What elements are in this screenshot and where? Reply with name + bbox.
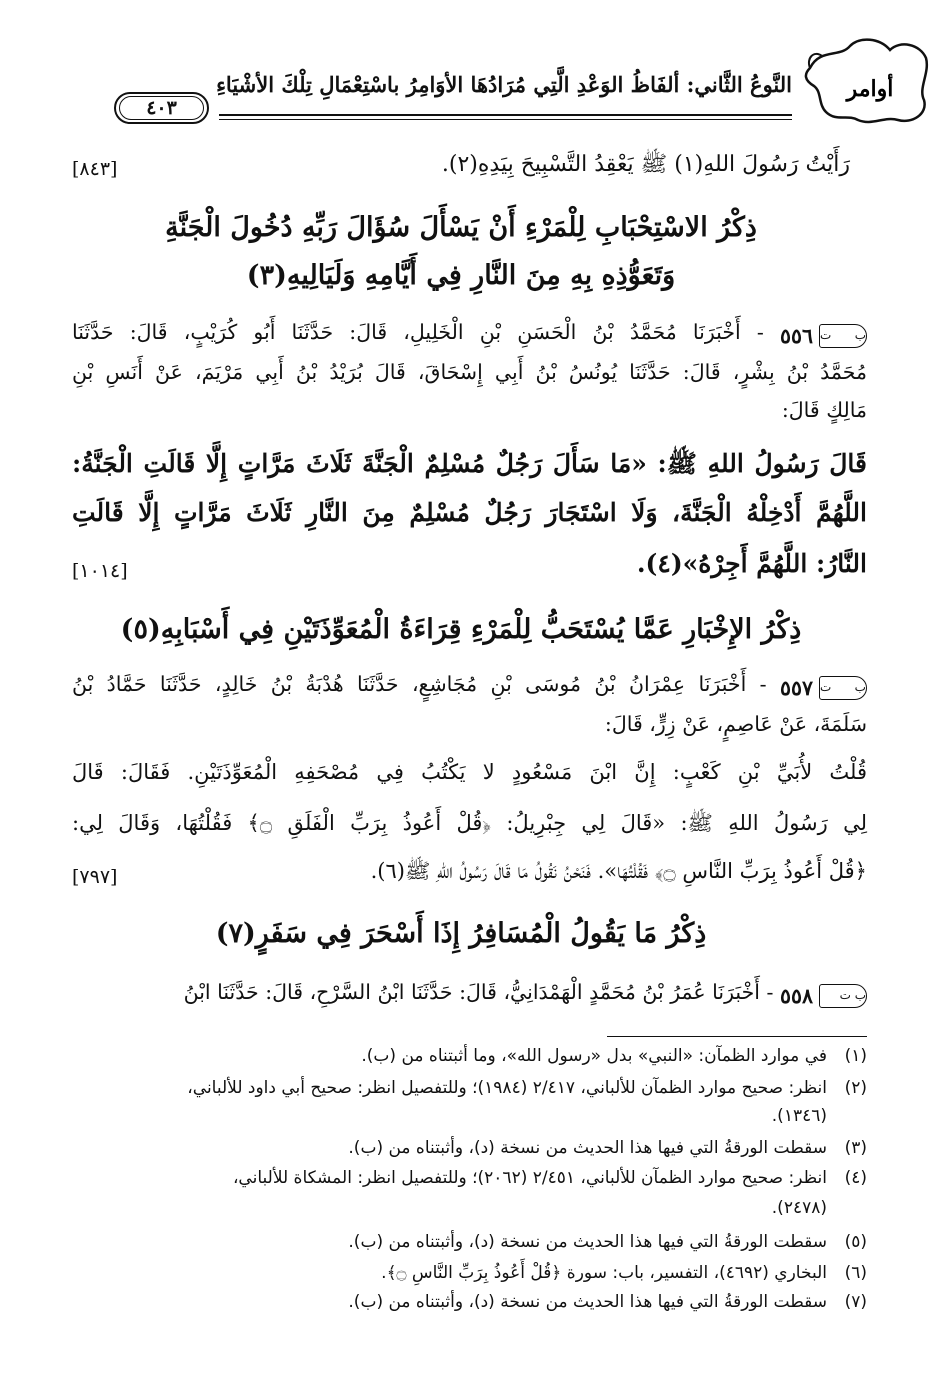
continuation-line: رَأَيْتُ رَسُولَ اللهِ(١) ﷺ يَعْقِدُ التَّسْبِيحَ بِيَدِهِ(٢). xyxy=(441,152,850,177)
hadith-text-line: اللَّهُمَّ أَدْخِلْهُ الْجَنَّةَ، وَلَا اسْتَجَارَ رَجُلٌ مُسْلِمٌ مِنَ النَّارِ ثَلَاثَ مَرَّاتٍ إِلَّا قَالَتِ xyxy=(72,498,867,527)
hadith-chain-line: مُحَمَّدُ بْنُ بِشْرٍ، قَالَ: حَدَّثَنَا يُونُسُ بْنُ أَبِي إِسْحَاقَ، قَالَ بُرَيْدُ بْنُ أَبِي مَرْيَمَ، عَنْ أَنَسِ بْنِ xyxy=(72,360,867,384)
corner-label: أوامر xyxy=(846,76,894,102)
hadith-number-label xyxy=(780,676,867,700)
header-rule xyxy=(219,114,792,116)
footnote-continuation: (٢٤٧٨). xyxy=(771,1198,827,1218)
page-header xyxy=(14,28,932,133)
footnote-number: (٣) xyxy=(844,1138,867,1158)
hadith-text-line: النَّارُ: اللَّهُمَّ أَجِرْهُ»(٤). xyxy=(636,549,867,578)
footnote-number: (٥) xyxy=(844,1232,867,1252)
reference-number: [٧٩٧] xyxy=(72,866,118,888)
section-heading: ذِكْرُ الاسْتِحْبَابِ لِلْمَرْءِ أَنْ يَسْأَلَ سُؤَالَ رَبِّهِ دُخُولَ الْجَنَّةِ xyxy=(165,212,757,243)
manuscript-tab-icon: ب ت xyxy=(819,676,867,700)
footnote xyxy=(72,1078,867,1098)
hadith-chain-line: سَلَمَةَ، عَنْ عَاصِمٍ، عَنْ زِرٍّ، قَالَ: xyxy=(604,712,867,736)
footnote-continuation: (١٣٤٦). xyxy=(771,1106,827,1126)
section-heading-line2: وَتَعَوُّذِهِ بِهِ مِنَ النَّارِ فِي أَيَّامِهِ وَلَيَالِيهِ(٣) xyxy=(246,260,676,291)
footnote-text: سقطت الورقةُ التي فيها هذا الحديث من نسخة (د)، وأثبتناه من (ب). xyxy=(348,1232,827,1252)
footnote xyxy=(72,1292,867,1312)
hadith-chain-line xyxy=(72,320,867,348)
manuscript-tab-icon: ب ت xyxy=(819,324,867,348)
hadith-text-line: لِي رَسُولُ اللهِ ﷺ: «قَالَ لِي جِبْرِيلُ: ﴿قُلْ أَعُوذُ بِرَبِّ الْفَلَقِ ۝﴾ فَقُلْتُهَا، وَقَالَ لِي: xyxy=(72,811,867,835)
footnote xyxy=(72,1232,867,1252)
footnote xyxy=(72,1046,867,1066)
hadith-text-line: قُلْتُ لأُبَيِّ بْنِ كَعْبٍ: إِنَّ ابْنَ مَسْعُودٍ لا يَكْتُبُ فِي مُصْحَفِهِ الْمُعَوِّذَتَيْنِ. فَقَالَ: قَالَ xyxy=(72,760,867,784)
footnote-separator xyxy=(607,1036,867,1037)
reference-number: [١٠١٤] xyxy=(72,560,128,582)
footnote-number: (٢) xyxy=(844,1078,867,1098)
footnote-number: (١) xyxy=(844,1046,867,1066)
footnote xyxy=(72,1138,867,1158)
footnote-text: انظر: صحيح موارد الظمآن للألباني، ٢/٤٥١ (٢٠٦٢)؛ وللتفصيل انظر: المشكاة للألباني، xyxy=(232,1168,827,1188)
footnote-text: في موارد الظمآن: «النبي» بدل «رسول الله»، وما أثبتناه من (ب). xyxy=(361,1046,827,1066)
hadith-chain-text: - أَخْبَرَنَا مُحَمَّدُ بْنُ الْحَسَنِ بْنِ الْخَلِيلِ، قَالَ: حَدَّثَنَا أَبُو كُرَيْبٍ، قَالَ: حَدَّثَنَا xyxy=(72,320,764,344)
hadith-chain-text: - أَخْبَرَنَا عُمَرُ بْنُ مُحَمَّدٍ الْهَمْدَانِيُّ، قَالَ: حَدَّثَنَا ابْنُ السَّرْحِ، قَالَ: حَدَّثَنَا ابْنُ xyxy=(183,980,774,1004)
footnote-text: سقطت الورقةُ التي فيها هذا الحديث من نسخة (د)، وأثبتناه من (ب). xyxy=(348,1292,827,1312)
hadith-number: ٥٥٦ xyxy=(779,324,813,348)
hadith-number: ٥٥٧ xyxy=(779,676,813,700)
footnote-number: (٤) xyxy=(844,1168,867,1188)
page-number: ٤٠٣ xyxy=(119,96,204,120)
hadith-number-label xyxy=(780,984,867,1008)
section-heading: ذِكْرُ الإِخْبَارِ عَمَّا يُسْتَحَبُّ لِلْمَرْءِ قِرَاءَةُ الْمُعَوِّذَتَيْنِ فِي أَسْبَابِهِ(٥) xyxy=(120,614,802,645)
hadith-number: ٥٥٨ xyxy=(779,984,813,1008)
hadith-text-line: قَالَ رَسُولُ اللهِ ﷺ: «مَا سَأَلَ رَجُلٌ مُسْلِمٌ الْجَنَّةَ ثَلَاثَ مَرَّاتٍ إِلَّا قَالَتِ الْجَنَّةُ: xyxy=(72,449,867,478)
section-heading: ذِكْرُ مَا يَقُولُ الْمُسَافِرُ إِذَا أَسْحَرَ فِي سَفَرٍ(٧) xyxy=(215,918,707,949)
footnote-text: انظر: صحيح موارد الظمآن للألباني، ٢/٤١٧ (١٩٨٤)؛ وللتفصيل انظر: صحيح أبي داود للألباني، xyxy=(187,1078,827,1098)
puzzle-piece-icon xyxy=(800,28,932,128)
header-rule-thin xyxy=(219,119,792,120)
hadith-chain-line: مَالِكٍ قَالَ: xyxy=(781,398,867,422)
footnote-text: البخاري (٤٦٩٢)، التفسير، باب: سورة ﴿قُلْ أَعُوذُ بِرَبِّ النَّاسِ ۝﴾. xyxy=(381,1263,827,1283)
reference-number: [٨٤٣] xyxy=(72,158,118,180)
chapter-title: النَّوعُ الثَّاني: ألفَاظُ الوَعْدِ الَّتِي مُرَادُهَا الأوَامِرُ باسْتِعْمَالِ تِلْكَ الأشْيَاءِ xyxy=(216,72,792,97)
hadith-text-line: ﴿قُلْ أَعُوذُ بِرَبِّ النَّاسِ ۝﴾ فَقُلْتُهَا». فَنَحْنُ نَقُولُ مَا قَالَ رَسُولُ اللهِ ﷺ(٦). xyxy=(370,859,867,883)
hadith-chain-text: - أَخْبَرَنَا عِمْرَانُ بْنُ مُوسَى بْنِ مُجَاشِعٍ، حَدَّثَنَا هُدْبَةُ بْنُ خَالِدٍ، حَدَّثَنَا حَمَّادُ بْنُ xyxy=(72,672,767,696)
hadith-number-label xyxy=(780,324,867,348)
footnote-number: (٧) xyxy=(844,1292,867,1312)
footnote xyxy=(72,1168,867,1188)
footnote-number: (٦) xyxy=(844,1263,867,1283)
manuscript-tab-icon: ب ت xyxy=(819,984,867,1008)
page-number-frame xyxy=(114,92,209,124)
footnote xyxy=(72,1262,867,1283)
hadith-chain-line xyxy=(72,672,867,700)
hadith-chain-line xyxy=(72,980,867,1008)
footnote-text: سقطت الورقةُ التي فيها هذا الحديث من نسخة (د)، وأثبتناه من (ب). xyxy=(348,1138,827,1158)
